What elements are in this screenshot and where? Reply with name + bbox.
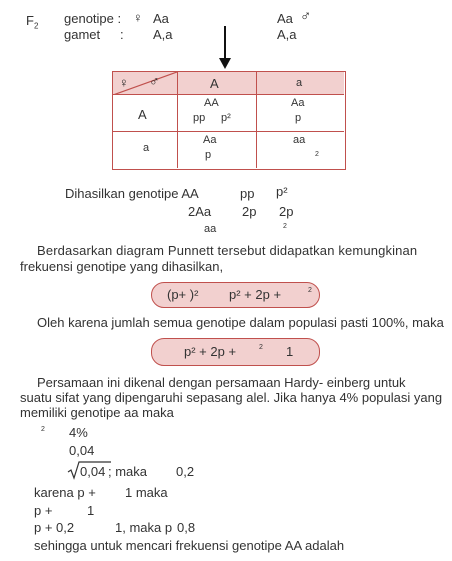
paragraph1-line2: frekuensi genotipe yang dihasilkan, — [20, 259, 224, 274]
genotype-label: genotipe : — [64, 11, 122, 26]
genotype-p2: p² — [276, 184, 288, 199]
formula2-sup: 2 — [259, 344, 263, 351]
genotype-aa-sup: 2 — [283, 223, 287, 230]
row-header-A: A — [138, 107, 147, 122]
paragraph2: Oleh karena jumlah semua genotipe dalam populasi pasti 100%, maka — [37, 315, 444, 330]
down-arrow-icon — [218, 26, 232, 70]
calc-q-value: 0,2 — [176, 464, 195, 479]
cell-Aa2-freq: p — [205, 149, 212, 161]
genotype-2p: 2p — [242, 204, 257, 219]
calc-last-line: sehingga untuk mencari frekuensi genotipe AA adalah — [34, 538, 345, 553]
female-symbol-icon: ♀ — [133, 10, 143, 25]
cell-aa-genotype: aa — [293, 134, 306, 146]
genotype-aa: aa — [204, 223, 217, 235]
genotype-pp: pp — [240, 186, 255, 201]
calc-karena-result: 1 maka — [125, 485, 168, 500]
calc-sup2: 2 — [41, 426, 45, 433]
calc-004: 0,04 — [69, 443, 95, 458]
f2-label: $F_2$ — [26, 13, 39, 31]
cell-AA-p2: p² — [221, 112, 231, 124]
formula1-sup: 2 — [308, 287, 312, 294]
cell-AA-pp: pp — [193, 112, 206, 124]
genotype-intro: Dihasilkan genotipe AA — [65, 186, 199, 201]
corner-male-icon: ♂ — [149, 73, 160, 89]
punnett-divider — [177, 72, 178, 168]
male-symbol-icon: ♂ — [300, 8, 312, 25]
row-header-a: a — [143, 142, 150, 154]
cell-AA-genotype: AA — [204, 97, 219, 109]
male-gametes: A,a — [277, 27, 297, 42]
cell-Aa2-genotype: Aa — [203, 134, 217, 146]
calc-p-eq: p + 0,2 — [34, 520, 75, 535]
col-header-a: a — [296, 77, 303, 89]
cell-Aa1-freq: p — [295, 112, 302, 124]
calc-p-result: 0,8 — [177, 520, 196, 535]
punnett-divider — [256, 72, 257, 168]
calc-four-pct: 4% — [69, 425, 88, 440]
calc-karena: karena p + — [34, 485, 96, 500]
formula1-right: p² + 2p + — [229, 287, 282, 302]
corner-female-icon: ♀ — [119, 75, 129, 90]
paragraph1-line1: Berdasarkan diagram Punnett tersebut didapatkan kemungkinan — [37, 243, 418, 258]
calc-sqrt-value: 0,04 — [80, 464, 106, 479]
cell-aa-sup: 2 — [315, 151, 319, 158]
formula2-result: 1 — [286, 344, 294, 359]
genotype-2p-second: 2p — [279, 204, 294, 219]
calc-p-eq-mid: 1, maka p — [115, 520, 173, 535]
paragraph3-line3: memiliki genotipe aa maka — [20, 405, 174, 420]
calc-p-plus-result: 1 — [87, 503, 95, 518]
formula2-text: p² + 2p + — [184, 344, 237, 359]
punnett-square — [112, 71, 346, 170]
formula1-box — [151, 282, 320, 308]
paragraph3-line1: Persamaan ini dikenal dengan persamaan Hardy- einberg untuk — [37, 375, 406, 390]
col-header-A: A — [210, 76, 219, 91]
calc-maka: ; maka — [108, 464, 148, 479]
paragraph3-line2: suatu sifat yang dipengaruhi sepasang alel. Jika hanya 4% populasi yang — [20, 390, 443, 405]
male-genotype: Aa — [277, 11, 293, 26]
genotype-2Aa: 2Aa — [188, 204, 212, 219]
formula2-box — [151, 338, 320, 366]
formula1-left: (p+ )² — [167, 287, 199, 302]
female-gametes: A,a — [153, 27, 173, 42]
gamete-colon: : — [120, 27, 124, 42]
punnett-divider — [113, 131, 344, 132]
f2-subscript: 2 — [33, 21, 39, 31]
female-genotype: Aa — [153, 11, 169, 26]
cell-Aa1-genotype: Aa — [291, 97, 305, 109]
calc-p-plus: p + — [34, 503, 53, 518]
gamete-label: gamet — [64, 27, 101, 42]
